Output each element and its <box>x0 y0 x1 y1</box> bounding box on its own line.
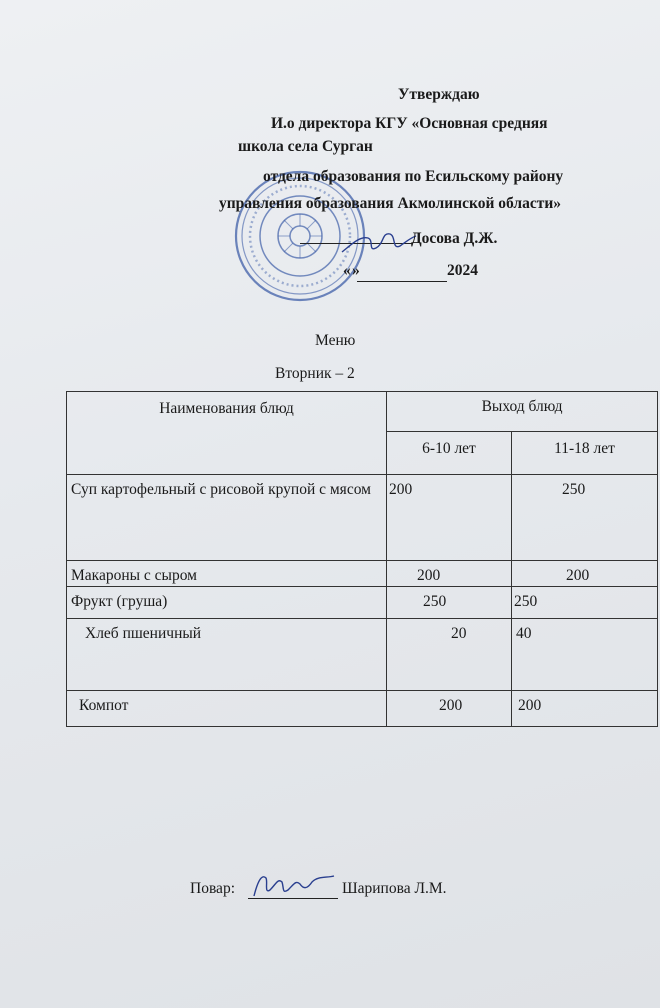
date-line <box>357 281 447 282</box>
portion-6-10: 200 <box>387 690 512 726</box>
portion-6-10: 20 <box>387 618 512 690</box>
cook-signature-line <box>248 898 338 899</box>
cook-name: Шарипова Л.М. <box>342 880 447 897</box>
menu-table <box>66 391 658 727</box>
dish-name: Компот <box>67 690 387 726</box>
director-name: Досова Д.Ж. <box>411 230 498 247</box>
header-output: Выход блюд <box>387 392 658 432</box>
approver-title-line3: отдела образования по Есильскому району <box>263 168 564 185</box>
table-row <box>67 586 658 618</box>
header-dish-name: Наименования блюд <box>67 392 387 475</box>
portion-11-18: 200 <box>512 690 658 726</box>
portion-6-10: 250 <box>387 586 512 618</box>
table-row <box>67 618 658 690</box>
day-subtitle: Вторник – 2 <box>275 365 355 382</box>
table-row <box>67 561 658 587</box>
portion-6-10: 200 <box>387 561 512 587</box>
portion-11-18: 40 <box>512 618 658 690</box>
table-row <box>67 690 658 726</box>
table-row <box>67 475 658 561</box>
dish-name: Фрукт (груша) <box>67 586 387 618</box>
approver-title-line1: И.о директора КГУ «Основная средняя <box>271 115 548 132</box>
dish-name: Хлеб пшеничный <box>67 618 387 690</box>
header-age-11-18: 11-18 лет <box>512 431 658 474</box>
portion-11-18: 200 <box>512 561 658 587</box>
dish-name: Макароны с сыром <box>67 561 387 587</box>
page-title: Меню <box>315 332 356 349</box>
date-quote-close: » <box>352 262 360 279</box>
director-signature-icon <box>338 222 418 262</box>
date-quote-open: « <box>343 262 351 279</box>
cook-label: Повар: <box>190 880 235 897</box>
portion-11-18: 250 <box>512 475 658 561</box>
header-age-6-10: 6-10 лет <box>387 431 512 474</box>
approve-heading: Утверждаю <box>398 86 480 103</box>
approver-title-line2: школа села Сурган <box>238 138 373 155</box>
portion-11-18: 250 <box>512 586 658 618</box>
approver-title-line4: управления образования Акмолинской области» <box>219 195 562 212</box>
dish-name: Суп картофельный с рисовой крупой с мясом <box>67 475 387 561</box>
approval-year: 2024 <box>447 262 478 279</box>
portion-6-10: 200 <box>387 475 512 561</box>
